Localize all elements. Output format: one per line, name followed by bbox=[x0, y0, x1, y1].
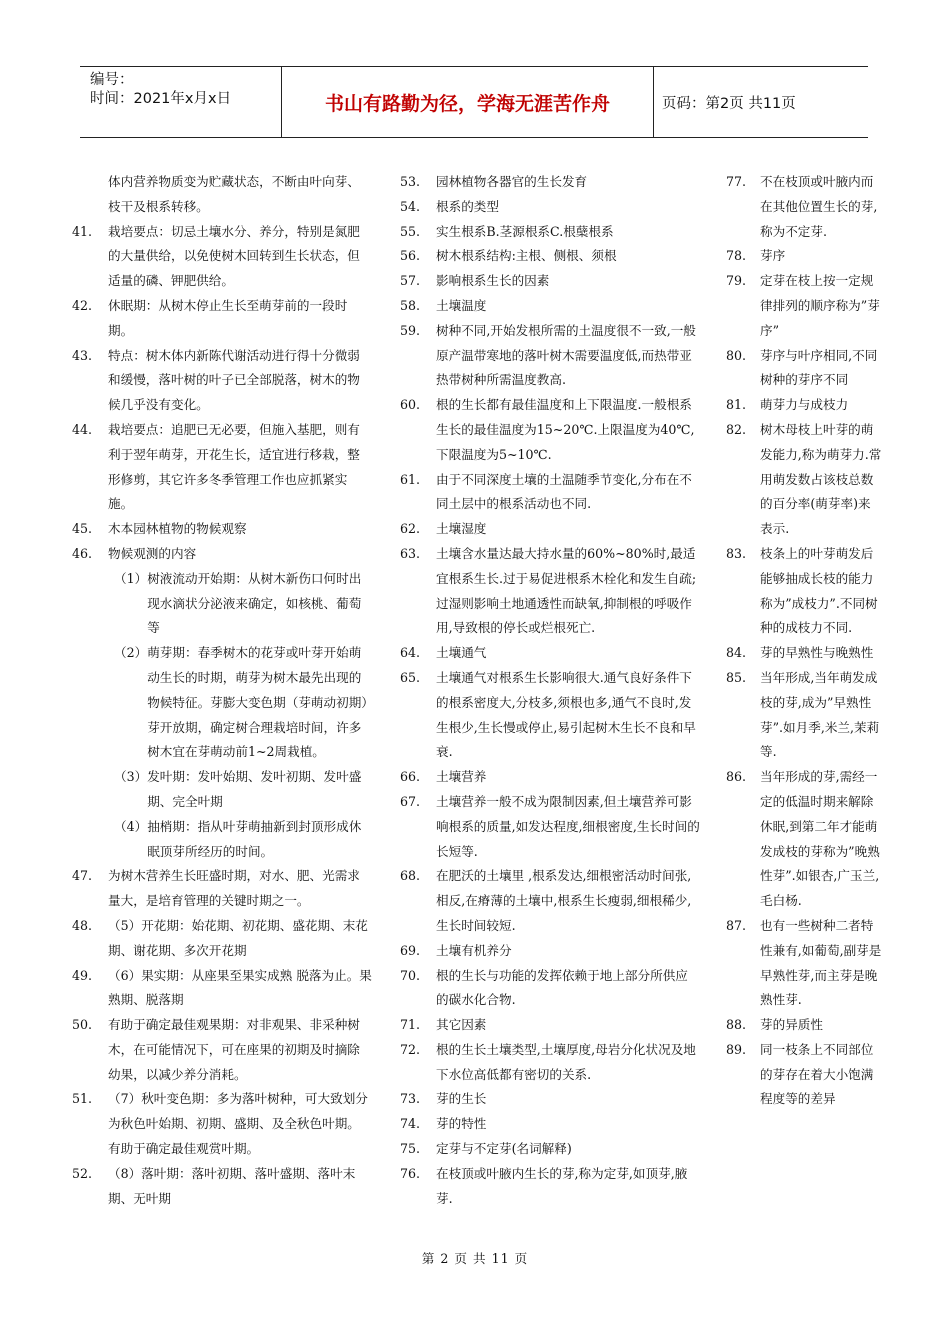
item-number: 72. bbox=[400, 1041, 421, 1057]
column-3 bbox=[726, 170, 882, 1112]
item-number: 66. bbox=[400, 769, 421, 785]
list-item bbox=[400, 1013, 700, 1038]
item-number: 48. bbox=[72, 917, 93, 933]
sub-list-item bbox=[72, 815, 372, 865]
list-item bbox=[72, 418, 372, 517]
item-text: 萌芽力与成枝力 bbox=[760, 397, 849, 413]
item-text: 实生根系B.茎源根系C.根蘖根系 bbox=[436, 223, 614, 239]
item-number: 61. bbox=[400, 471, 421, 487]
item-text: 也有一些树种二者特性兼有,如葡萄,副芽是早熟性芽,而主芽是晚熟性芽. bbox=[760, 917, 882, 1008]
list-item bbox=[400, 864, 700, 938]
list-item bbox=[400, 319, 700, 393]
header-meta bbox=[80, 67, 282, 137]
list-item bbox=[726, 269, 882, 343]
item-number: 86. bbox=[726, 769, 747, 785]
item-number: 62. bbox=[400, 521, 421, 537]
list-item bbox=[400, 393, 700, 467]
item-number: 88. bbox=[726, 1017, 747, 1033]
item-text: （7）秋叶变色期：多为落叶树种，可大致划分为秋色叶始期、初期、盛期、及全秋色叶期。有助于确定最佳观赏叶期。 bbox=[108, 1091, 368, 1157]
item-text: 发叶期：发叶始期、发叶初期、发叶盛期、完全叶期 bbox=[147, 769, 362, 809]
item-text: 树木根系结构:主根、侧根、须根 bbox=[436, 248, 617, 264]
list-item bbox=[726, 1038, 882, 1112]
item-number: （3） bbox=[114, 769, 148, 785]
item-text: 土壤湿度 bbox=[436, 521, 487, 537]
item-number: 60. bbox=[400, 397, 421, 413]
page-header bbox=[80, 66, 868, 138]
list-item bbox=[400, 244, 700, 269]
item-text: 定芽在枝上按一定规律排列的顺序称为”芽序” bbox=[760, 273, 880, 338]
item-number: 85. bbox=[726, 669, 747, 685]
list-item bbox=[72, 220, 372, 294]
list-item bbox=[400, 542, 700, 641]
item-text: 根系的类型 bbox=[436, 198, 499, 214]
item-number: 50. bbox=[72, 1017, 93, 1033]
item-number: 46. bbox=[72, 545, 93, 561]
item-number: 51. bbox=[72, 1091, 93, 1107]
item-number: 59. bbox=[400, 322, 421, 338]
item-number: 58. bbox=[400, 297, 421, 313]
item-number: 73. bbox=[400, 1091, 421, 1107]
list-item bbox=[72, 542, 372, 567]
item-number: 83. bbox=[726, 545, 747, 561]
list-item bbox=[72, 294, 372, 344]
item-number: 70. bbox=[400, 967, 421, 983]
item-text: 当年形成,当年萌发成枝的芽,成为”早熟性芽”.如月季,米兰,茉莉等. bbox=[760, 669, 880, 760]
item-number: 65. bbox=[400, 669, 421, 685]
item-number: 45. bbox=[72, 521, 93, 537]
item-text: 土壤营养 bbox=[436, 769, 487, 785]
list-item bbox=[400, 1137, 700, 1162]
list-item bbox=[400, 1162, 700, 1212]
item-text: 树液流动开始期：从树木新伤口何时出现水滴状分泌液来确定，如核桃、葡萄等 bbox=[147, 570, 362, 636]
list-item bbox=[400, 939, 700, 964]
item-text: 栽培要点：切忌土壤水分、养分，特别是氮肥的大量供给，以免使树木回转到生长状态，但适量的磷、钾肥供给。 bbox=[108, 223, 360, 289]
list-item bbox=[726, 641, 882, 666]
item-number: 43. bbox=[72, 347, 93, 363]
list-item bbox=[72, 170, 372, 220]
item-text: 树种不同,开始发根所需的土温度很不一致,一般原产温带寒地的落叶树木需要温度低,而热带亚热带树种所需温度教高. bbox=[436, 322, 696, 388]
item-number: （4） bbox=[114, 818, 148, 834]
item-number: 80. bbox=[726, 347, 747, 363]
list-item bbox=[726, 1013, 882, 1038]
item-number: 63. bbox=[400, 545, 421, 561]
time-label: 时间：2021年x月x日 bbox=[90, 91, 232, 107]
item-number: 41. bbox=[72, 223, 93, 239]
list-item bbox=[400, 468, 700, 518]
item-number: 69. bbox=[400, 942, 421, 958]
item-text: 园林植物各器官的生长发育 bbox=[436, 174, 588, 189]
list-item bbox=[400, 790, 700, 864]
list-item bbox=[726, 244, 882, 269]
item-text: 根的生长都有最佳温度和上下限温度.一般根系生长的最佳温度为15~20℃.上限温度为40℃,下限温度为5~10℃. bbox=[436, 397, 695, 462]
list-item bbox=[400, 765, 700, 790]
item-number: （2） bbox=[114, 645, 148, 661]
item-text: 体内营养物质变为贮藏状态，不断由叶向芽、枝干及根系转移。 bbox=[108, 174, 360, 214]
item-number: 64. bbox=[400, 645, 421, 661]
item-text: 定芽与不定芽(名词解释) bbox=[436, 1141, 572, 1157]
item-number: 77. bbox=[726, 174, 747, 189]
list-item bbox=[400, 517, 700, 542]
list-item bbox=[400, 964, 700, 1014]
item-text: 物候观测的内容 bbox=[108, 545, 197, 561]
list-item bbox=[72, 864, 372, 914]
item-text: 在肥沃的土壤里 ,根系发达,细根密活动时间张,相反,在瘠薄的土壤中,根系生长瘦弱,细根稀少,生长时间较短. bbox=[436, 868, 692, 933]
item-number: 57. bbox=[400, 273, 421, 289]
list-item bbox=[72, 344, 372, 418]
item-number: 89. bbox=[726, 1041, 747, 1057]
page-footer: 第 2 页 共 11 页 bbox=[421, 1251, 529, 1266]
item-number: 75. bbox=[400, 1141, 421, 1157]
item-text: （6）果实期：从座果至果实成熟 脱落为止。果熟期、脱落期 bbox=[108, 967, 372, 1008]
item-text: 其它因素 bbox=[436, 1017, 487, 1033]
item-number bbox=[72, 170, 108, 220]
item-text: 在枝顶或叶腋内生长的芽,称为定芽,如顶芽,腋芽. bbox=[436, 1165, 688, 1206]
item-text: （5）开花期：始花期、初花期、盛花期、末花期、谢花期、多次开花期 bbox=[108, 917, 368, 958]
item-text: 芽的生长 bbox=[436, 1091, 487, 1107]
item-text: 土壤含水量达最大持水量的60%~80%时,最适宜根系生长.过于易促进根系木栓化和发生自疏;过湿则影响土地通透性而缺氧,抑制根的呼吸作用,导致根的停长或烂根死亡. bbox=[436, 545, 697, 636]
item-text: （8）落叶期：落叶初期、落叶盛期、落叶末期、无叶期 bbox=[108, 1165, 356, 1206]
item-number: 52. bbox=[72, 1165, 93, 1181]
item-text: 土壤通气 bbox=[436, 645, 487, 661]
item-number: 84. bbox=[726, 645, 747, 661]
item-text: 当年形成的芽,需经一定的低温时期来解除休眠,到第二年才能萌发成枝的芽称为”晚熟性芽”.如银杏,广玉兰,毛白杨. bbox=[760, 769, 880, 909]
list-item bbox=[72, 1087, 372, 1161]
item-number: 87. bbox=[726, 917, 747, 933]
sub-list-item bbox=[72, 765, 372, 815]
item-number: 42. bbox=[72, 297, 93, 313]
list-item bbox=[726, 666, 882, 765]
item-number: 82. bbox=[726, 421, 747, 437]
item-text: 影响根系生长的因素 bbox=[436, 273, 550, 289]
item-text: 土壤有机养分 bbox=[436, 942, 512, 958]
list-item bbox=[726, 914, 882, 1013]
list-item bbox=[726, 418, 882, 542]
item-number: （1） bbox=[114, 570, 148, 586]
item-text: 根的生长土壤类型,土壤厚度,母岩分化状况及地下水位高低都有密切的关系. bbox=[436, 1041, 696, 1082]
item-text: 木本园林植物的物候观察 bbox=[108, 521, 247, 537]
item-text: 枝条上的叶芽萌发后能够抽成长枝的能力称为”成枝力”.不同树种的成枝力不同. bbox=[760, 545, 878, 636]
header-slogan: 书山有路勤为径，学海无涯苦作舟 bbox=[282, 67, 654, 137]
list-item bbox=[400, 170, 700, 195]
item-number: 54. bbox=[400, 198, 421, 214]
list-item bbox=[72, 1013, 372, 1087]
item-text: 休眠期：从树木停止生长至萌芽前的一段时期。 bbox=[108, 297, 348, 338]
item-text: 土壤营养一般不成为限制因素,但土壤营养可影响根系的质量,如发达程度,细根密度,生长时间的长短等. bbox=[436, 793, 700, 859]
column-1 bbox=[72, 170, 372, 1211]
item-text: 土壤通气对根系生长影响很大.通气良好条件下的根系密度大,分枝多,须根也多,通气不良时,发生根少,生长慢或停止,易引起树木生长不良和早衰. bbox=[436, 669, 696, 760]
item-number: 67. bbox=[400, 793, 421, 809]
list-item bbox=[400, 195, 700, 220]
item-text: 芽的早熟性与晚熟性 bbox=[760, 645, 874, 661]
item-number: 49. bbox=[72, 967, 93, 983]
item-number: 78. bbox=[726, 248, 747, 264]
list-item bbox=[400, 1112, 700, 1137]
list-item bbox=[726, 170, 882, 244]
item-text: 芽的异质性 bbox=[760, 1017, 823, 1033]
list-item bbox=[72, 964, 372, 1014]
list-item bbox=[726, 542, 882, 641]
list-item bbox=[400, 641, 700, 666]
list-item bbox=[400, 220, 700, 245]
item-text: 为树木营养生长旺盛时期，对水、肥、光需求量大，是培育管理的关键时期之一。 bbox=[108, 868, 360, 909]
item-text: 特点：树木体内新陈代谢活动进行得十分微弱和缓慢，落叶树的叶子已全部脱落，树木的物候几乎没有变化。 bbox=[108, 347, 360, 413]
list-item bbox=[400, 666, 700, 765]
list-item bbox=[726, 393, 882, 418]
item-text: 栽培要点：追肥已无必要，但施入基肥，则有利于翌年萌芽，开花生长，适宜进行移栽，整形修剪，其它许多冬季管理工作也应抓紧实施。 bbox=[108, 421, 360, 512]
item-text: 有助于确定最佳观果期：对非观果、非采种树木，在可能情况下，可在座果的初期及时摘除幼果，以减少养分消耗。 bbox=[108, 1017, 360, 1082]
sub-list-item bbox=[72, 567, 372, 641]
list-item bbox=[72, 914, 372, 964]
list-item bbox=[726, 344, 882, 394]
item-text: 根的生长与功能的发挥依赖于地上部分所供应的碳水化合物. bbox=[436, 967, 688, 1008]
item-text: 芽的特性 bbox=[436, 1116, 487, 1132]
sub-list-item bbox=[72, 641, 372, 765]
item-number: 68. bbox=[400, 868, 421, 884]
item-number: 81. bbox=[726, 397, 747, 413]
item-number: 55. bbox=[400, 223, 421, 239]
item-text: 树木母枝上叶芽的萌发能力,称为萌芽力.常用萌发数占该枝总数的百分率(萌芽率)来表示. bbox=[760, 421, 882, 537]
item-number: 44. bbox=[72, 421, 93, 437]
list-item bbox=[400, 269, 700, 294]
item-number: 74. bbox=[400, 1116, 421, 1132]
list-item bbox=[72, 517, 372, 542]
list-item bbox=[726, 765, 882, 914]
item-number: 53. bbox=[400, 174, 421, 189]
list-item bbox=[400, 1038, 700, 1088]
item-text: 由于不同深度土壤的土温随季节变化,分布在不同土层中的根系活动也不同. bbox=[436, 471, 692, 512]
item-number: 71. bbox=[400, 1017, 421, 1033]
list-item bbox=[72, 1162, 372, 1212]
number-label: 编号： bbox=[90, 72, 134, 88]
item-text: 同一枝条上不同部位的芽存在着大小饱满程度等的差异 bbox=[760, 1041, 874, 1107]
item-text: 不在枝顶或叶腋内而在其他位置生长的芽,称为不定芽. bbox=[760, 174, 878, 239]
item-number: 79. bbox=[726, 273, 747, 289]
column-2 bbox=[400, 170, 700, 1211]
item-number: 56. bbox=[400, 248, 421, 264]
item-text: 抽梢期：指从叶芽萌抽新到封顶形成休眠顶芽所经历的时间。 bbox=[147, 818, 362, 859]
item-text: 土壤温度 bbox=[436, 297, 487, 313]
list-item bbox=[400, 294, 700, 319]
list-item bbox=[400, 1087, 700, 1112]
header-page-label: 页码：第2页 共11页 bbox=[662, 95, 796, 112]
item-number: 76. bbox=[400, 1165, 421, 1181]
item-number: 47. bbox=[72, 868, 93, 884]
item-text: 芽序 bbox=[760, 248, 786, 264]
item-text: 芽序与叶序相同,不同树种的芽序不同 bbox=[760, 347, 878, 388]
item-text: 萌芽期：春季树木的花芽或叶芽开始萌动生长的时期，萌芽为树木最先出现的物候特征。芽膨大变色期（芽萌动初期）芽开放期，确定树合理栽培时间，许多树木宜在芽萌动前1~2周栽植。 bbox=[147, 645, 368, 760]
